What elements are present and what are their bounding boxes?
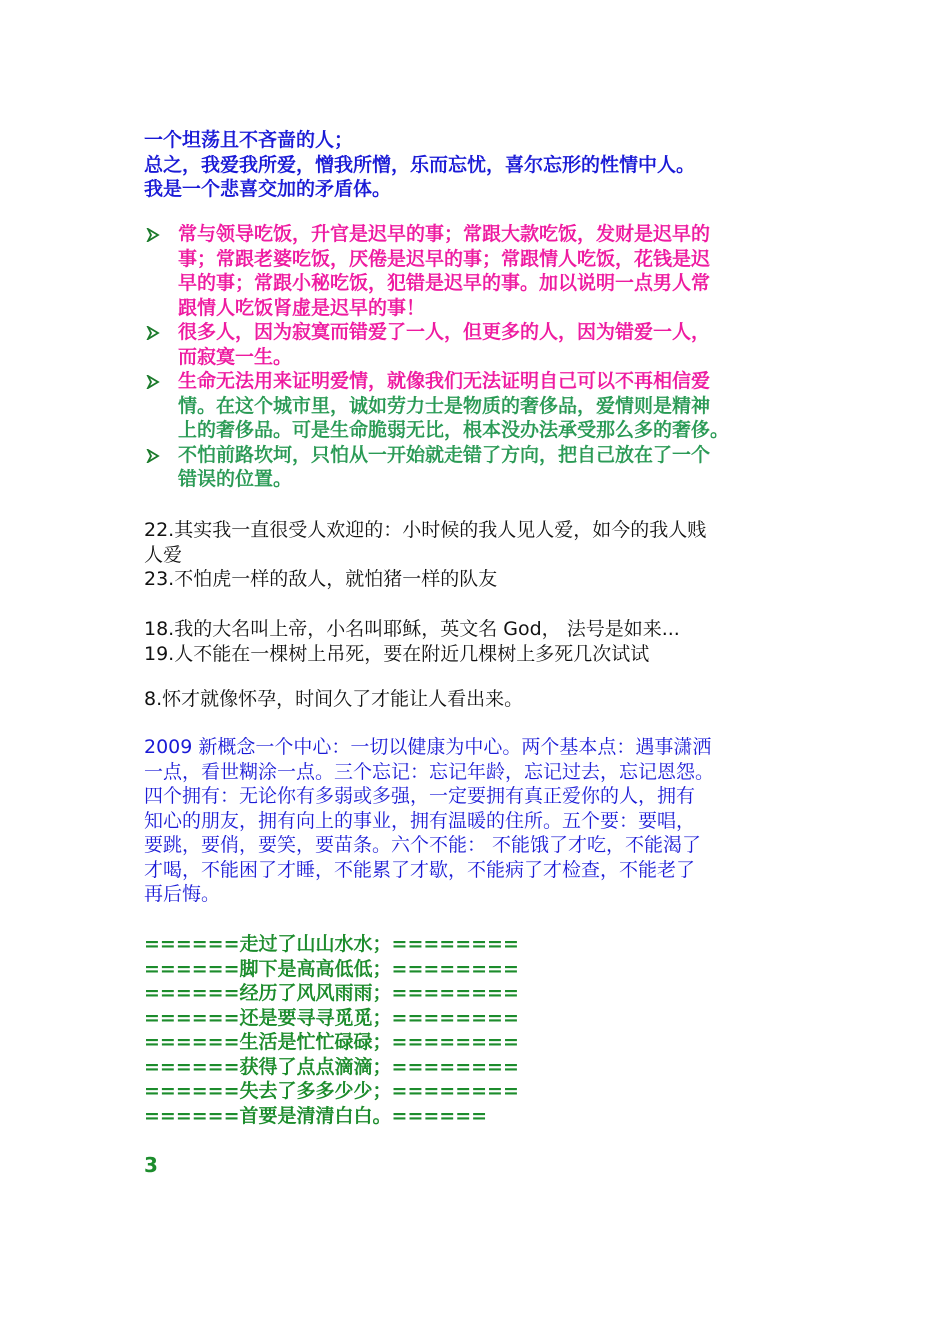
text-line: 很多人，因为寂寞而错爱了一人，但更多的人，因为错爱一人， xyxy=(178,321,711,343)
concept-2009-paragraph xyxy=(144,735,824,907)
text-line: 才喝，不能困了才睡，不能累了才歇，不能病了才检查，不能老了 xyxy=(144,858,696,881)
text-line: 19.人不能在一棵树上吊死，要在附近几棵树上多死几次试试 xyxy=(144,642,650,665)
text-line: 错误的位置。 xyxy=(178,468,293,490)
arrow-bullet-icon xyxy=(144,443,166,467)
bullet-item xyxy=(144,369,844,443)
poem-line: ======还是要寻寻觅觅；======== xyxy=(144,1006,519,1029)
poem-line: ======失去了多多少少；======== xyxy=(144,1080,519,1102)
text-line: 上的奢侈品。可是生命脆弱无比，根本没办法承受那么多的奢侈。 xyxy=(178,419,730,441)
poem-line: ======首要是清清白白。====== xyxy=(144,1104,488,1127)
bullet-item xyxy=(144,320,844,369)
poem-line: ======获得了点点滴滴；======== xyxy=(144,1055,519,1078)
text-line: 事；常跟老婆吃饭，厌倦是迟早的事；常跟情人吃饭，花钱是迟 xyxy=(178,247,711,270)
poem-line: ======走过了山山水水；======== xyxy=(144,933,519,955)
text-line: 早的事；常跟小秘吃饭，犯错是迟早的事。加以说明一点男人常 xyxy=(178,272,711,294)
poem-line: ======经历了风风雨雨；======== xyxy=(144,982,519,1004)
text-line: 8.怀才就像怀孕，时间久了才能让人看出来。 xyxy=(144,688,524,710)
text-line: 18.我的大名叫上帝，小名叫耶稣，英文名 God， 法号是如来... xyxy=(144,618,680,640)
poem-line: ======脚下是高高低低；======== xyxy=(144,957,519,980)
text-line: 不怕前路坎坷，只怕从一开始就走错了方向，把自己放在了一个 xyxy=(178,443,711,466)
text-line: 要跳，要俏，要笑，要苗条。六个不能： 不能饿了才吃，不能渴了 xyxy=(144,834,702,856)
text-line: 一点，看世糊涂一点。三个忘记：忘记年龄，忘记过去，忘记恩怨。 xyxy=(144,760,715,783)
text-line: 情。在这个城市里，诚如劳力士是物质的奢侈品，爱情则是精神 xyxy=(178,394,711,417)
arrow-bullet-icon xyxy=(144,369,166,393)
bullet-item xyxy=(144,443,844,492)
page-number: 3 xyxy=(144,1153,158,1177)
text-line: 四个拥有：无论你有多弱或多强，一定要拥有真正爱你的人，拥有 xyxy=(144,785,696,807)
text-line: 我是一个悲喜交加的矛盾体。 xyxy=(144,178,392,200)
text-line: 人爱 xyxy=(144,543,183,566)
poem xyxy=(144,932,824,1128)
text-line: 22.其实我一直很受人欢迎的：小时候的我人见人爱，如今的我人贱 xyxy=(144,519,707,541)
text-line: 23.不怕虎一样的敌人，就怕猪一样的队友 xyxy=(144,568,498,590)
arrow-bullet-icon xyxy=(144,320,166,344)
text-line: 2009 新概念一个中心：一切以健康为中心。两个基本点：遇事潇洒 xyxy=(144,736,712,758)
bullet-list xyxy=(144,222,844,492)
arrow-bullet-icon xyxy=(144,222,166,246)
text-line: 而寂寞一生。 xyxy=(178,345,293,368)
text-line: 一个坦荡且不吝啬的人； xyxy=(144,129,354,151)
quote-8 xyxy=(144,687,824,712)
text-line: 再后悔。 xyxy=(144,883,221,905)
bullet-item xyxy=(144,222,844,320)
text-line: 跟情人吃饭肾虚是迟早的事！ xyxy=(178,296,426,319)
text-line: 常与领导吃饭，升官是迟早的事；常跟大款吃饭，发财是迟早的 xyxy=(178,223,711,245)
quotes-22-23 xyxy=(144,518,824,592)
text-line: 知心的朋友，拥有向上的事业，拥有温暖的住所。五个要：要唱， xyxy=(144,809,696,832)
quotes-18-19 xyxy=(144,617,824,666)
text-line: 总之，我爱我所爱，憎我所憎，乐而忘忧，喜尔忘形的性情中人。 xyxy=(144,153,696,176)
poem-line: ======生活是忙忙碌碌；======== xyxy=(144,1031,519,1053)
intro-paragraph xyxy=(144,128,824,202)
text-line: 生命无法用来证明爱情，就像我们无法证明自己可以不再相信爱 xyxy=(178,370,711,392)
